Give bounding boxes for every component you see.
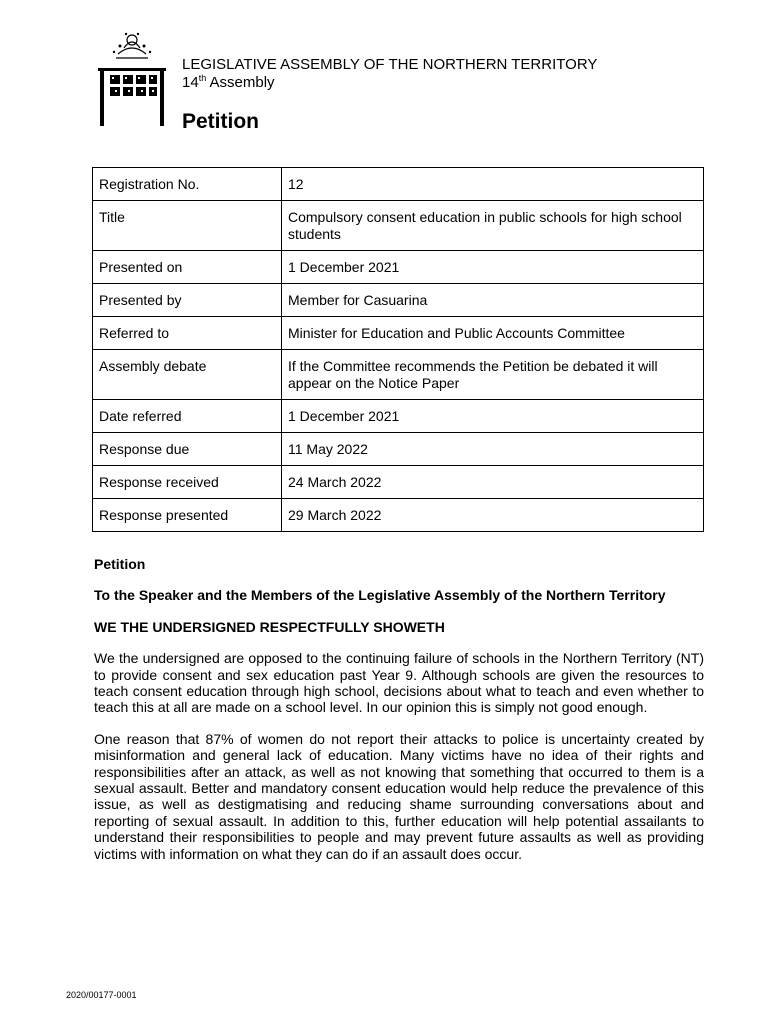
table-row: [93, 251, 704, 284]
assembly-ordinal: th: [198, 73, 207, 83]
row-label: Response received: [93, 466, 282, 499]
table-row: [93, 317, 704, 350]
table-row: [93, 499, 704, 532]
row-value: 11 May 2022: [282, 433, 704, 466]
petition-heading: Petition: [94, 556, 146, 572]
assembly-number: 14: [182, 74, 199, 91]
row-label: Presented on: [93, 251, 282, 284]
page-title: Petition: [182, 110, 259, 133]
row-label: Response presented: [93, 499, 282, 532]
document-reference: 2020/00177-0001: [66, 990, 137, 1000]
row-label: Response due: [93, 433, 282, 466]
document-header: [182, 56, 597, 92]
table-row: [93, 433, 704, 466]
assembly-crest-icon: [96, 28, 168, 128]
table-row: [93, 168, 704, 201]
petition-paragraph: We the undersigned are opposed to the continuing failure of schools in the Northern Territory (NT) to provide consent and sex education past Year 9. Although schools are given the resources to teach consent education through high school, decisions about what to teach and even whether to teach this at all are made on a school level. In our opinion this is simply not good enough.: [94, 650, 704, 716]
table-row: [93, 350, 704, 400]
row-label: Date referred: [93, 400, 282, 433]
row-value: If the Committee recommends the Petition be debated it will appear on the Notice Paper: [282, 350, 704, 400]
petition-address: To the Speaker and the Members of the Legislative Assembly of the Northern Territory: [94, 587, 666, 604]
row-label: Title: [93, 201, 282, 251]
petition-paragraph: One reason that 87% of women do not report their attacks to police is uncertainty created by misinformation and general lack of education. Many victims have no idea of their rights and responsibilities after an attack, as well as not knowing that something that occurred to them is a sexual assault. Better and mandatory consent education would help reduce the prevalence of this issue, as well as destigmatising and reducing shame surrounding conversations about and reporting of sexual assault. In addition to this, further education will help potential assailants to understand their responsibilities to people and may prevent future assaults as well as providing victims with information on what they can do if an assault does occur.: [94, 730, 704, 862]
row-value: 1 December 2021: [282, 251, 704, 284]
row-value: 1 December 2021: [282, 400, 704, 433]
row-value: Minister for Education and Public Accounts Committee: [282, 317, 704, 350]
petition-body: [94, 556, 704, 877]
row-label: Referred to: [93, 317, 282, 350]
table-row: [93, 201, 704, 251]
row-label: Presented by: [93, 284, 282, 317]
assembly-word: Assembly: [206, 74, 275, 91]
petition-details-table: [92, 167, 704, 532]
table-row: [93, 284, 704, 317]
table-row: [93, 466, 704, 499]
row-label: Assembly debate: [93, 350, 282, 400]
row-label: Registration No.: [93, 168, 282, 201]
row-value: 29 March 2022: [282, 499, 704, 532]
row-value: Member for Casuarina: [282, 284, 704, 317]
petition-showeth: WE THE UNDERSIGNED RESPECTFULLY SHOWETH: [94, 618, 445, 635]
row-value: Compulsory consent education in public schools for high school students: [282, 201, 704, 251]
row-value: 24 March 2022: [282, 466, 704, 499]
organisation-name: LEGISLATIVE ASSEMBLY OF THE NORTHERN TERRITORY: [182, 56, 598, 73]
assembly-line: [182, 74, 597, 92]
row-value: 12: [282, 168, 704, 201]
table-row: [93, 400, 704, 433]
